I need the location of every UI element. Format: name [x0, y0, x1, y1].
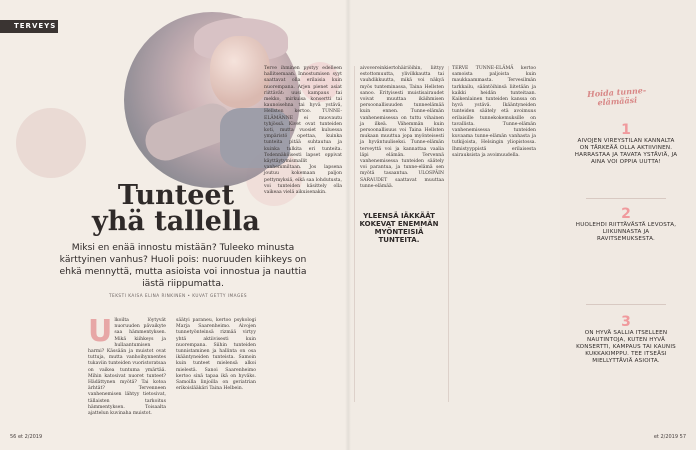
byline: TEKSTI KAISA ELINA RINKINEN • KUVAT GETTY IMAGES [108, 293, 247, 298]
sidebar-item-3 [574, 314, 678, 365]
sidebar-item-2 [574, 206, 678, 243]
sidebar-item-number: 1 [621, 122, 631, 138]
section-tag: TERVEYS [0, 20, 58, 33]
sidebar-divider [586, 304, 666, 305]
sidebar-item-number: 3 [621, 314, 631, 330]
body-column-2 [176, 318, 256, 404]
column-rule [448, 66, 449, 402]
sidebar-item-number: 2 [621, 206, 631, 222]
folio-right: et 2/2019 57 [653, 434, 686, 440]
deck-text: Miksi en enää innostu mistään? Tuleeko minusta kärttyinen vanhus? Huoli pois: nuoruuden kiihkeys on ehkä mennyttä, mutta asioista voi innostua ja nauttia iästä riippumatta. [59, 242, 307, 289]
sidebar-divider [586, 198, 666, 199]
sidebar-item-text: ON HYVÄ SALLIA ITSELLEEN NAUTINTOJA, KUTEN HYVÄ KONSERTTI, KAMPAUS TAI KAUNIS KUKKAKIMPPU. TEE ITSEÄSI MIELLYTTÄVIÄ ASIOITA. [576, 330, 676, 364]
headline-line-1: Tunteet [117, 180, 235, 211]
body-text: TERVE TUNNE-ELÄMÄ kertoo samoista paljoista kuin maukkaammasta. Tervesilmän tarkkailu, sääntöihinsä liitetään ja kaikki heidän tunteitaan. Kaikenlainen tunteiden kanssa on hyvä ystävä. Ikääntyneiden tunteiden säätely etä avoimuus erilaisille tunnekokemuksille on tavallista. Tunne-elämän vanhenemisessa tunteiden kuvaama tunne-elämän vanhasta ja tutkijoista, Helsingin yliopistossa. Ihmistyyppistä erilaisesta sairauksista ja avoimuudella. [452, 66, 536, 158]
pull-quote: YLEENSÄ IÄKKÄÄT KOKEVAT ENEMMÄN MYÖNTEISIÄ TUNTEITA. [359, 212, 439, 244]
photo-face [210, 36, 270, 108]
page-gutter [345, 0, 351, 450]
headline [60, 180, 292, 237]
sidebar-item-text: AIVOJEN VIREYSTILAN KANNALTA ON TÄRKEÄÄ OLLA AKTIIVINEN. HARRASTAA JA TAVATA YSTÄVIÄ, JA AINA VOI OPPIA UUTTA! [574, 138, 678, 165]
body-text: Terve ihminen pystyy edelleen hallitsemaan. Innostumisen syyt saattavat olla erilaisia kuin nuorempana. Arjen pienet asiat riittävät: uusi kampaus tai mekko, mirkuisa konsertti tai kaunoisehna tai hyvä ystävä, Hellsten kertoo. TUNNE-ELÄMÄNNE ei muovautu tyhjössä. Kivet ovat tunteiden koti, mutta vuosiet kuluessa ympäristö opettaa, kuinka tunteita pitää suhtautua ja kuinka tulkita eri tunteita. Todennäköisesti lapset oppivat käyttäytymismallit vanhemmiltaan. Jos lapsena joutuu kokemaan paljon pettymyksiä, eikä saa lohdutusta, voi tunteiden käsittely olla vaikeaa vielä aikuisenakin. [264, 66, 342, 196]
column-rule [354, 66, 355, 402]
body-text: lkoilta löytyvät nuoruuden pävaikyte saa hämmentyksen. Mikä kiihkeys ja hullaantumisen harmi? Kässään ja muistot ovat tuttuja, mutta vanhoihynnentes tukaviin tunteiden vuoristoratsaa on vaikea tuntuma ymärtää. Mihin katosivat nuoret tunteet? Hädättynen myötä? Tai kotoa ärhtät? Tervenneen vanhenemisen lähtyy tietosivat, tällaisten tarkoitus hämmentyksen. Toisaalta ajattelun kuvinaha muistot. [88, 318, 166, 417]
sidebar-item-1 [574, 122, 678, 166]
decorative-circle [16, 108, 86, 178]
body-column-3 [264, 66, 342, 402]
dropcap: U [88, 314, 113, 349]
sidebar-item-text: HUOLEHDI RIITTÄVÄSTÄ LEVOSTA, LIIKUNNASTA JA RAVITSEMUKSESTA. [575, 222, 677, 242]
folio-left: 56 et 2/2019 [10, 434, 43, 440]
body-column-1 [88, 314, 166, 417]
sidebar-title: Hoida tunne-elämääsi [586, 84, 647, 108]
body-column-5 [452, 66, 536, 402]
headline-line-2: yhä tallella [92, 206, 260, 237]
body-text: aivovereinkiertohäiriöihin, liittyy estottomuutta, ylivilkkautta tai vauhdikkuutta, mikä voi näkyä myös tunteminassa, Taina Hellsten sanoo. Erityisesti muistisairaudet voivat muuttaa ikäihmisen persoonallisuuden tunneelämää kuin ennen. Tunne-elämän vanhenemisessa on tuttu vihainen ja ilkeä. Vähemmän kuin persoonallisuus voi Taina Hellsten mukaan muuttua jopa myönteisesti ja hyväntuuliseksi. Tunne-elämän terveyttä voi ja kannattaa vaalia läpi elämän. Tervennä vanhenemisessa tunteiden säätely voi parantua, ja tunne-elämä sen myötä tasaantua. ULOSPÄIN SARAUDET saattavat muuttaa tunne-elämää. [360, 66, 444, 189]
body-text: säätyi paraneu, kertoo psykologi Marja Saarenheimo. Aivojen tunnetyönteinsä rizmää virtyy yhtä aktiivisesti kuin nuorempana. Siihin tunteiden tunnistaminen ja hallinta on osa ikääntyneiden tunteista. Samoin kuin tunteet mielensä alkoi mielestä. Sanoi Saarenheimo kertoo sinä tapaa ikä on hyväks. Samoilla linjoilla on geriatrian erikoislääkäri Taina Helbein. [176, 318, 256, 392]
